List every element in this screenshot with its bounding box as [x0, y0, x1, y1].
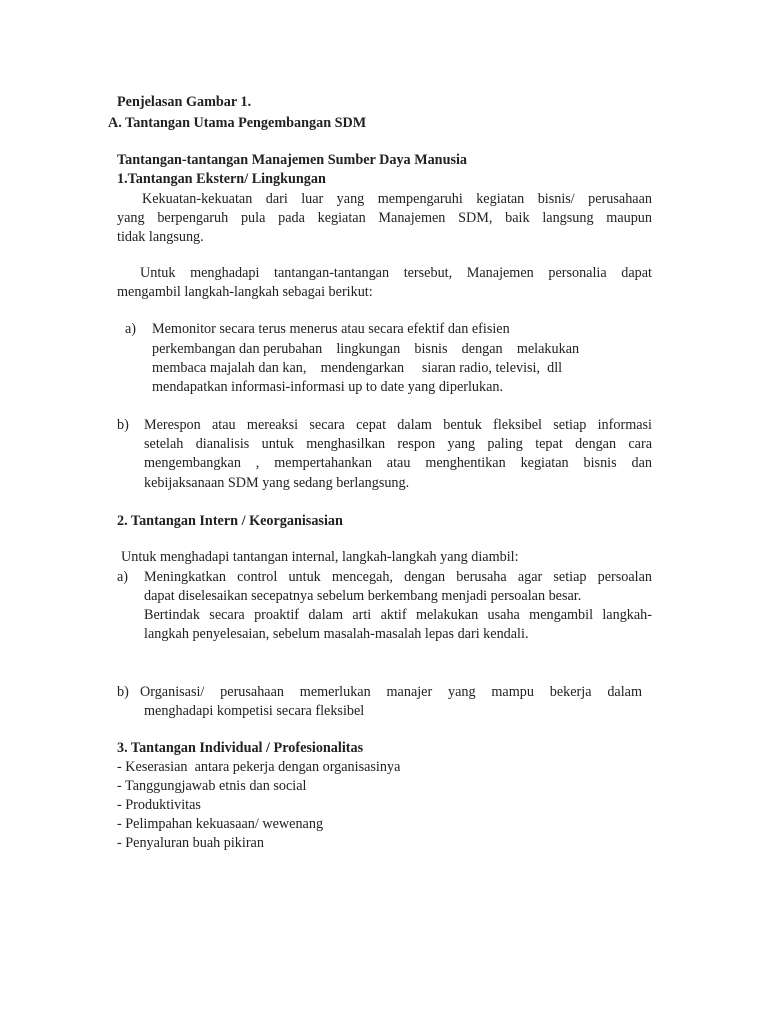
s2-item-b-line1: Organisasi/ perusahaan memerlukan manajer yang mampu bekerja dalam: [140, 684, 642, 700]
s2-intro: Untuk menghadapi tantangan internal, langkah-langkah yang diambil:: [121, 549, 519, 565]
subtitle: Tantangan-tantangan Manajemen Sumber Daya Manusia: [117, 152, 468, 168]
section-3-title: 3. Tantangan Individual / Profesionalitas: [117, 740, 364, 756]
s1-para1-line2: yang berpengaruh pula pada kegiatan Manajemen SDM, baik langsung maupun: [117, 210, 652, 226]
s2-item-b-line2: menghadapi kompetisi secara fleksibel: [144, 703, 365, 719]
s2-item-a-line3: Bertindak secara proaktif dalam arti aktif melakukan usaha mengambil langkah-: [144, 607, 652, 623]
s3-item-5: - Penyaluran buah pikiran: [117, 835, 264, 851]
s1-item-a-line1: Memonitor secara terus menerus atau secara efektif dan efisien: [152, 321, 510, 337]
s1-para2-line1: Untuk menghadapi tantangan-tantangan tersebut, Manajemen personalia dapat: [140, 265, 652, 281]
s1-item-b-line1: Merespon atau mereaksi secara cepat dalam bentuk fleksibel setiap informasi: [144, 417, 652, 433]
s1-para1-line3: tidak langsung.: [117, 229, 204, 245]
s1-item-b-line4: kebijaksanaan SDM yang sedang berlangsung.: [144, 475, 410, 491]
s3-item-1: - Keserasian antara pekerja dengan organisasinya: [117, 759, 401, 775]
s1-item-a-line2: perkembangan dan perubahan lingkungan bisnis dengan melakukan: [152, 341, 580, 357]
s1-para2-line2: mengambil langkah-langkah sebagai berikut:: [117, 284, 373, 300]
s1-item-b-line3: mengembangkan , mempertahankan atau menghentikan kegiatan bisnis dan: [144, 455, 652, 471]
section-a-title: A. Tantangan Utama Pengembangan SDM: [108, 115, 367, 131]
s3-item-4: - Pelimpahan kekuasaan/ wewenang: [117, 816, 324, 832]
heading: Penjelasan Gambar 1.: [117, 94, 252, 110]
s3-item-2: - Tanggungjawab etnis dan social: [117, 778, 307, 794]
s1-para1-line1: Kekuatan-kekuatan dari luar yang mempengaruhi kegiatan bisnis/ perusahaan: [142, 191, 652, 207]
s1-item-b-line2: setelah dianalisis untuk menghasilkan respon yang paling tepat dengan cara: [144, 436, 652, 452]
s2-item-b-marker: b): [117, 684, 129, 700]
s1-item-b-marker: b): [117, 417, 129, 433]
section-1-title: 1.Tantangan Ekstern/ Lingkungan: [117, 171, 326, 187]
s1-item-a-marker: a): [125, 321, 137, 337]
s2-item-a-line2: dapat diselesaikan secepatnya sebelum berkembang menjadi persoalan besar.: [144, 588, 582, 604]
section-2-title: 2. Tantangan Intern / Keorganisasian: [117, 513, 343, 529]
s2-item-a-line4: langkah penyelesaian, sebelum masalah-masalah lepas dari kendali.: [144, 626, 529, 642]
s1-item-a-line3: membaca majalah dan kan, mendengarkan siaran radio, televisi, dll: [152, 360, 563, 376]
s3-item-3: - Produktivitas: [117, 797, 201, 813]
s2-item-a-marker: a): [117, 569, 129, 585]
s2-item-a-line1: Meningkatkan control untuk mencegah, dengan berusaha agar setiap persoalan: [144, 569, 652, 585]
s1-item-a-line4: mendapatkan informasi-informasi up to date yang diperlukan.: [152, 379, 504, 395]
